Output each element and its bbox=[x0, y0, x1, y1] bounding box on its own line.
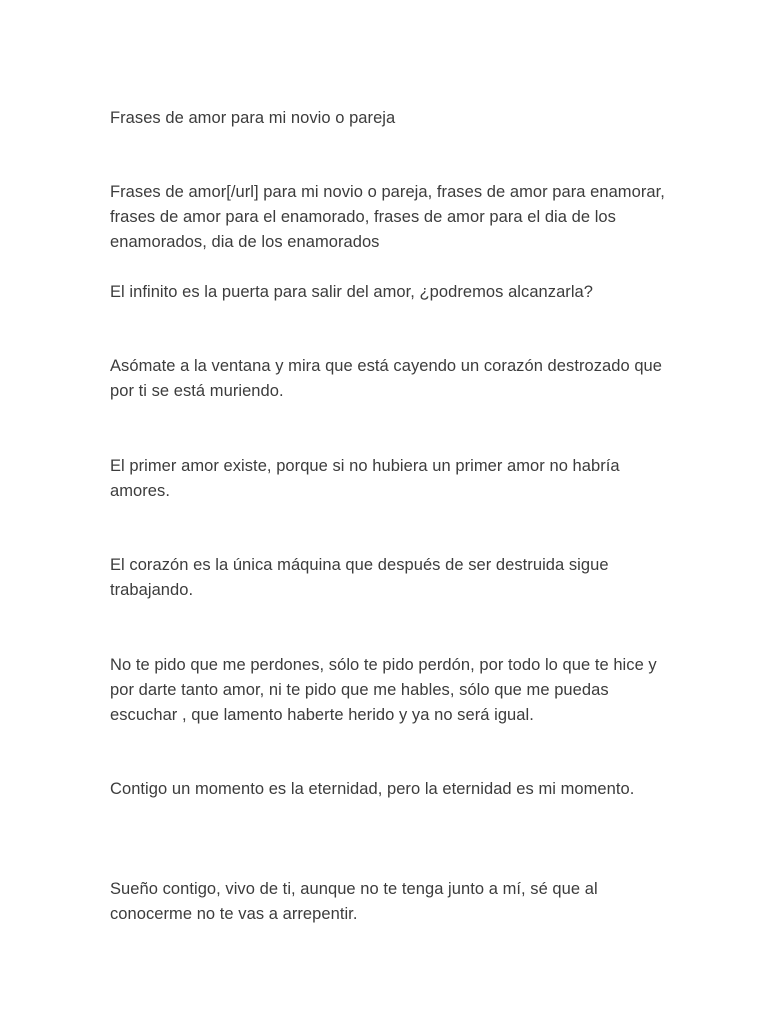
paragraph-intro: Frases de amor[/url] para mi novio o pareja, frases de amor para enamorar, frases de amor para el enamorado, frases de amor para el dia de los enamorados, dia de los enamorados bbox=[110, 183, 665, 251]
paragraph-quote: El infinito es la puerta para salir del amor, ¿podremos alcanzarla? bbox=[110, 283, 594, 301]
paragraph-quote: No te pido que me perdones, sólo te pido perdón, por todo lo que te hice y por darte tanto amor, ni te pido que me hables, sólo que me puedas escuchar , que lamento haberte herido y ya no será igual. bbox=[110, 656, 657, 724]
paragraph-quote: El primer amor existe, porque si no hubiera un primer amor no habría amores. bbox=[110, 457, 620, 500]
paragraph-quote: Asómate a la ventana y mira que está cayendo un corazón destrozado que por ti se está muriendo. bbox=[110, 357, 663, 400]
paragraph-quote: Sueño contigo, vivo de ti, aunque no te tenga junto a mí, sé que al conocerme no te vas a arrepentir. bbox=[110, 880, 598, 923]
document-title: Frases de amor para mi novio o pareja bbox=[110, 109, 396, 127]
paragraph-quote: El corazón es la única máquina que después de ser destruida sigue trabajando. bbox=[110, 556, 609, 599]
paragraph-quote: Contigo un momento es la eternidad, pero la eternidad es mi momento. bbox=[110, 780, 635, 798]
